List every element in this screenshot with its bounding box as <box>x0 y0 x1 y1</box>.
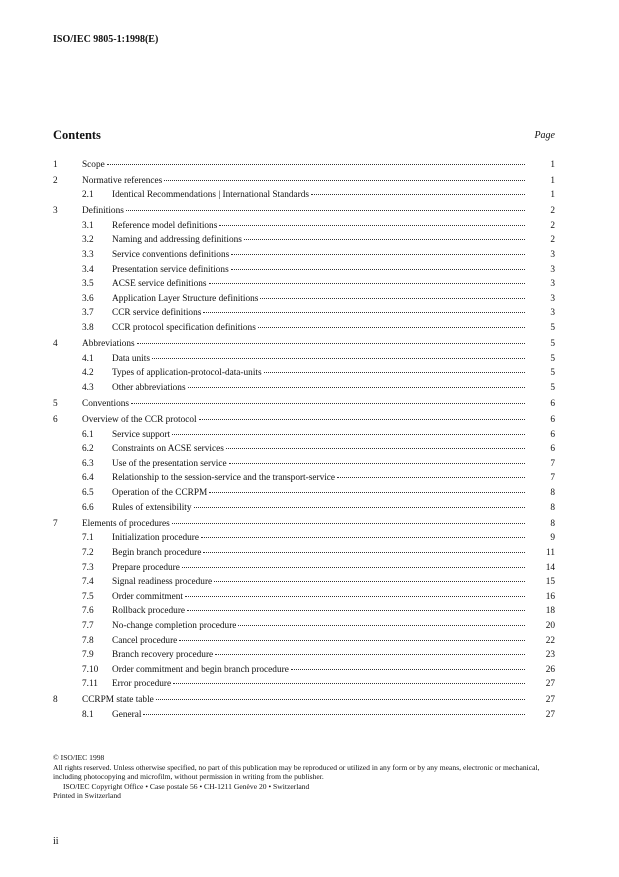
toc-entry-number: 7 <box>53 518 58 529</box>
toc-entry[interactable] <box>53 219 555 234</box>
page-column-label: Page <box>534 130 555 141</box>
toc-entry-title-wrap <box>112 501 525 516</box>
toc-entry-title-wrap <box>112 708 525 723</box>
toc-entry[interactable] <box>53 634 555 649</box>
dot-leader <box>264 372 525 373</box>
toc-entry[interactable] <box>53 352 555 367</box>
toc-entry-title: Signal readiness procedure <box>112 577 213 588</box>
toc-entry-page: 3 <box>550 279 555 290</box>
toc-entry[interactable] <box>53 188 555 203</box>
toc-entry-title-wrap <box>112 292 525 307</box>
toc-entry[interactable] <box>53 397 555 412</box>
toc-entry[interactable] <box>53 486 555 501</box>
toc-entry-page: 22 <box>545 635 555 646</box>
toc-entry-title-wrap <box>112 366 525 381</box>
dot-leader <box>231 269 525 270</box>
toc-entry-title: Data units <box>112 353 150 364</box>
toc-entry-title-wrap <box>82 397 525 412</box>
page-number: ii <box>53 836 59 847</box>
dot-leader <box>209 283 525 284</box>
toc-entry-page: 1 <box>550 190 555 201</box>
toc-entry[interactable] <box>53 442 555 457</box>
toc-entry-title: Initialization procedure <box>112 533 199 544</box>
toc-entry-page: 3 <box>550 250 555 261</box>
toc-entry-number: 5 <box>53 399 58 409</box>
toc-entry-title-wrap <box>112 471 525 486</box>
dot-leader <box>203 312 525 313</box>
contents-heading: Contents <box>53 128 101 142</box>
toc-entry[interactable] <box>53 693 555 708</box>
dot-leader <box>137 343 525 344</box>
toc-entry-title-wrap <box>82 517 525 532</box>
toc-entry-title-wrap <box>112 442 525 457</box>
dot-leader <box>194 507 525 508</box>
dot-leader <box>179 640 525 641</box>
toc-entry-title-wrap <box>112 219 525 234</box>
toc-entry-title-wrap <box>82 413 525 428</box>
toc-entry-title: Scope <box>82 159 105 170</box>
toc-entry-page: 11 <box>546 547 555 558</box>
dot-leader <box>188 387 525 388</box>
toc-entry-page: 2 <box>550 235 555 246</box>
toc-entry-page: 9 <box>550 533 555 544</box>
toc-entry-title: Identical Recommendations | International Standards <box>112 190 310 201</box>
toc-entry[interactable] <box>53 321 555 336</box>
toc-entry[interactable] <box>53 517 555 532</box>
toc-entry-title-wrap <box>112 233 525 248</box>
toc-entry[interactable] <box>53 619 555 634</box>
toc-entry-page: 6 <box>550 444 555 455</box>
dot-leader <box>182 567 525 568</box>
dot-leader <box>173 683 525 684</box>
toc-entry[interactable] <box>53 413 555 428</box>
dot-leader <box>214 581 525 582</box>
toc-entry[interactable] <box>53 204 555 219</box>
toc-entry-title: Constraints on ACSE services <box>112 444 224 455</box>
toc-entry-title: Operation of the CCRPM <box>112 488 208 499</box>
toc-entry-title-wrap <box>82 693 525 708</box>
toc-entry-title-wrap <box>112 531 525 546</box>
toc-entry-page: 26 <box>545 664 555 675</box>
toc-entry-title: Begin branch procedure <box>112 547 202 558</box>
toc-entry-number: 1 <box>53 159 58 170</box>
toc-entry-title: Application Layer Structure definitions <box>112 293 259 304</box>
toc-entry-title-wrap <box>112 619 525 634</box>
toc-entry-title: Other abbreviations <box>112 382 186 393</box>
toc-entry-number: 3.6 <box>82 293 94 304</box>
toc-entry-title-wrap <box>112 590 525 605</box>
toc-entry-number: 4 <box>53 339 58 350</box>
toc-entry-title: General <box>112 709 142 720</box>
toc-entry-title: Relationship to the session-service and the transport-service <box>112 473 336 484</box>
toc-entry-page: 2 <box>550 220 555 231</box>
toc-entry-page: 5 <box>550 382 555 393</box>
toc-entry[interactable] <box>53 604 555 619</box>
toc-entry-number: 7.1 <box>82 533 94 544</box>
dot-leader <box>187 610 525 611</box>
toc-entry[interactable] <box>53 158 555 173</box>
toc-entry-page: 27 <box>545 679 555 690</box>
toc-entry-title-wrap <box>112 648 525 663</box>
toc-entry-page: 7 <box>550 458 555 469</box>
toc-entry[interactable] <box>53 575 555 590</box>
dot-leader <box>172 523 525 524</box>
toc-entry-title: Service support <box>112 429 171 440</box>
dot-leader <box>199 419 525 420</box>
toc-entry-number: 4.1 <box>82 353 94 364</box>
copyright-office-address: ISO/IEC Copyright Office • Case postale 56 • CH-1211 Genève 20 • Switzerland <box>63 781 310 791</box>
toc-entry[interactable] <box>53 263 555 278</box>
toc-entry-title: Order commitment and begin branch procedure <box>112 664 289 675</box>
toc-entry-page: 20 <box>545 620 555 631</box>
toc-entry-page: 18 <box>545 606 555 617</box>
toc-entry-number: 3.1 <box>82 220 94 231</box>
toc-entry-title-wrap <box>82 158 525 173</box>
toc-entry[interactable] <box>53 337 555 352</box>
toc-entry-number: 3.8 <box>82 323 94 334</box>
toc-entry[interactable] <box>53 471 555 486</box>
toc-entry-page: 3 <box>550 264 555 275</box>
dot-leader <box>203 552 525 553</box>
toc-entry-title-wrap <box>82 204 525 219</box>
toc-entry-title: Prepare procedure <box>112 562 180 573</box>
dot-leader <box>229 463 525 464</box>
toc-entry-page: 23 <box>545 650 555 661</box>
toc-entry-title-wrap <box>112 546 525 561</box>
toc-entry-title-wrap <box>112 277 525 292</box>
toc-entry[interactable] <box>53 663 555 678</box>
toc-entry-number: 7.6 <box>82 606 94 617</box>
toc-entry[interactable] <box>53 306 555 321</box>
toc-entry-number: 8 <box>53 695 58 706</box>
toc-entry[interactable] <box>53 381 555 396</box>
toc-entry-title: CCR service definitions <box>112 308 202 319</box>
toc-entry-title: CCRPM state table <box>82 695 154 706</box>
toc-entry[interactable] <box>53 546 555 561</box>
toc-entry[interactable] <box>53 501 555 516</box>
toc-entry-number: 3 <box>53 206 58 217</box>
toc-entry-title-wrap <box>112 188 525 203</box>
dot-leader <box>201 537 525 538</box>
toc-entry-number: 6.5 <box>82 488 94 499</box>
toc-entry-page: 5 <box>550 323 555 334</box>
toc-entry-title: Rules of extensibility <box>112 502 192 513</box>
dot-leader <box>337 477 525 478</box>
toc-entry-title: Error procedure <box>112 679 172 690</box>
dot-leader <box>209 492 525 493</box>
toc-entry-title-wrap <box>112 428 525 443</box>
toc-entry-title-wrap <box>112 634 525 649</box>
copyright-line: © ISO/IEC 1998 <box>53 753 105 762</box>
toc-entry[interactable] <box>53 277 555 292</box>
dot-leader <box>152 358 525 359</box>
toc-entry-number: 6.4 <box>82 473 94 484</box>
toc-entry-page: 3 <box>550 293 555 304</box>
dot-leader <box>226 448 525 449</box>
toc-entry[interactable] <box>53 292 555 307</box>
toc-entry[interactable] <box>53 174 555 189</box>
toc-entry-number: 8.1 <box>82 709 94 720</box>
toc-entry-page: 7 <box>550 473 555 484</box>
toc-entry-number: 7.4 <box>82 577 94 588</box>
toc-entry-title-wrap <box>112 677 525 692</box>
toc-entry[interactable] <box>53 428 555 443</box>
toc-entry-page: 16 <box>545 591 555 602</box>
toc-entry-number: 7.8 <box>82 635 94 646</box>
toc-entry-title: Cancel procedure <box>112 635 178 646</box>
toc-entry-title: Overview of the CCR protocol <box>82 415 197 426</box>
toc-entry[interactable] <box>53 677 555 692</box>
toc-entry-number: 3.5 <box>82 279 94 290</box>
toc-entry-number: 6.3 <box>82 458 94 469</box>
dot-leader <box>219 225 525 226</box>
toc-entry-page: 5 <box>550 353 555 364</box>
toc-entry[interactable] <box>53 233 555 248</box>
toc-entry-title-wrap <box>112 604 525 619</box>
toc-entry-page: 1 <box>550 159 555 170</box>
toc-entry-title-wrap <box>82 174 525 189</box>
toc-entry[interactable] <box>53 457 555 472</box>
toc-entry-title-wrap <box>112 352 525 367</box>
toc-entry-page: 6 <box>550 399 555 409</box>
toc-entry-title: Abbreviations <box>82 339 135 350</box>
dot-leader <box>238 625 525 626</box>
toc-entry-number: 4.2 <box>82 368 94 379</box>
toc-entry-title: Service conventions definitions <box>112 250 230 261</box>
toc-entry-title: Order commitment <box>112 591 183 602</box>
toc-entry-number: 7.11 <box>82 679 98 690</box>
toc-entry-number: 2 <box>53 175 58 186</box>
toc-entry-page: 2 <box>550 206 555 217</box>
dot-leader <box>311 194 525 195</box>
dot-leader <box>131 403 525 404</box>
toc-entry-title: Normative references <box>82 175 163 186</box>
toc-entry-title: Conventions <box>82 399 130 409</box>
toc-entry-title: Types of application-protocol-data-units <box>112 368 262 379</box>
toc-entry[interactable] <box>53 708 555 723</box>
toc-entry-title-wrap <box>112 457 525 472</box>
dot-leader <box>260 298 525 299</box>
toc-entry-number: 3.2 <box>82 235 94 246</box>
dot-leader <box>143 714 525 715</box>
toc-entry-title-wrap <box>82 337 525 352</box>
toc-entry-title-wrap <box>112 381 525 396</box>
toc-entry-title: Naming and addressing definitions <box>112 235 242 246</box>
toc-entry[interactable] <box>53 366 555 381</box>
toc-entry-number: 7.7 <box>82 620 94 631</box>
toc-entry-number: 3.3 <box>82 250 94 261</box>
toc-entry-number: 7.2 <box>82 547 94 558</box>
toc-entry-page: 1 <box>550 175 555 186</box>
toc-entry-page: 14 <box>545 562 555 573</box>
toc-entry-page: 3 <box>550 308 555 319</box>
toc-entry-number: 7.3 <box>82 562 94 573</box>
toc-entry[interactable] <box>53 248 555 263</box>
toc-entry-title: Use of the presentation service <box>112 458 227 469</box>
rights-statement: All rights reserved. Unless otherwise specified, no part of this publication may be reproduced or utilized in any form or by any means, electronic or mechanical, including photocopying and microfilm, without permission in writing from the publisher. <box>53 762 540 782</box>
toc-entry-number: 6.1 <box>82 429 94 440</box>
toc-entry-title: Rollback procedure <box>112 606 186 617</box>
toc-entry-title-wrap <box>112 663 525 678</box>
toc-entry-title: ACSE service definitions <box>112 279 207 290</box>
toc-entry-number: 3.7 <box>82 308 94 319</box>
dot-leader <box>185 596 525 597</box>
toc-entry-page: 15 <box>545 577 555 588</box>
printed-in: Printed in Switzerland <box>53 791 121 801</box>
toc-entry-number: 4.3 <box>82 382 94 393</box>
toc-entry[interactable] <box>53 590 555 605</box>
dot-leader <box>231 254 525 255</box>
toc-entry-page: 27 <box>545 695 555 706</box>
toc-entry-page: 8 <box>550 518 555 529</box>
toc-entry-title: No-change completion procedure <box>112 620 237 631</box>
dot-leader <box>291 669 525 670</box>
toc-entry-title-wrap <box>112 575 525 590</box>
toc-entry-number: 7.9 <box>82 650 94 661</box>
toc-entry[interactable] <box>53 648 555 663</box>
toc-entry-number: 6.6 <box>82 502 94 513</box>
dot-leader <box>126 210 525 211</box>
copyright-notice <box>53 753 565 801</box>
toc-entry-page: 8 <box>550 488 555 499</box>
toc-entry[interactable] <box>53 531 555 546</box>
toc-entry-page: 6 <box>550 429 555 440</box>
toc-entry[interactable] <box>53 561 555 576</box>
toc-entry-title-wrap <box>112 486 525 501</box>
document-header: ISO/IEC 9805-1:1998(E) <box>53 34 159 45</box>
toc-entry-title-wrap <box>112 321 525 336</box>
toc-entry-title: Presentation service definitions <box>112 264 229 275</box>
toc-entry-title: CCR protocol specification definitions <box>112 323 256 334</box>
toc-entry-title: Branch recovery procedure <box>112 650 214 661</box>
toc-entry-number: 2.1 <box>82 190 94 201</box>
dot-leader <box>215 654 525 655</box>
toc-entry-number: 3.4 <box>82 264 94 275</box>
toc-entry-title-wrap <box>112 263 525 278</box>
toc-entry-title: Definitions <box>82 206 124 217</box>
toc-entry-number: 6 <box>53 415 58 426</box>
dot-leader <box>172 434 525 435</box>
table-of-contents <box>53 156 555 723</box>
dot-leader <box>164 180 525 181</box>
toc-entry-number: 6.2 <box>82 444 94 455</box>
dot-leader <box>107 164 525 165</box>
toc-entry-number: 7.10 <box>82 664 99 675</box>
toc-entry-title-wrap <box>112 248 525 263</box>
toc-entry-number: 7.5 <box>82 591 94 602</box>
toc-entry-title-wrap <box>112 306 525 321</box>
toc-entry-page: 27 <box>545 709 555 720</box>
toc-entry-page: 6 <box>550 415 555 426</box>
toc-entry-page: 8 <box>550 502 555 513</box>
dot-leader <box>156 699 525 700</box>
toc-entry-title: Reference model definitions <box>112 220 218 231</box>
dot-leader <box>258 327 525 328</box>
toc-entry-page: 5 <box>550 368 555 379</box>
dot-leader <box>244 239 525 240</box>
toc-entry-title: Elements of procedures <box>82 518 170 529</box>
toc-entry-title-wrap <box>112 561 525 576</box>
toc-entry-page: 5 <box>550 339 555 350</box>
